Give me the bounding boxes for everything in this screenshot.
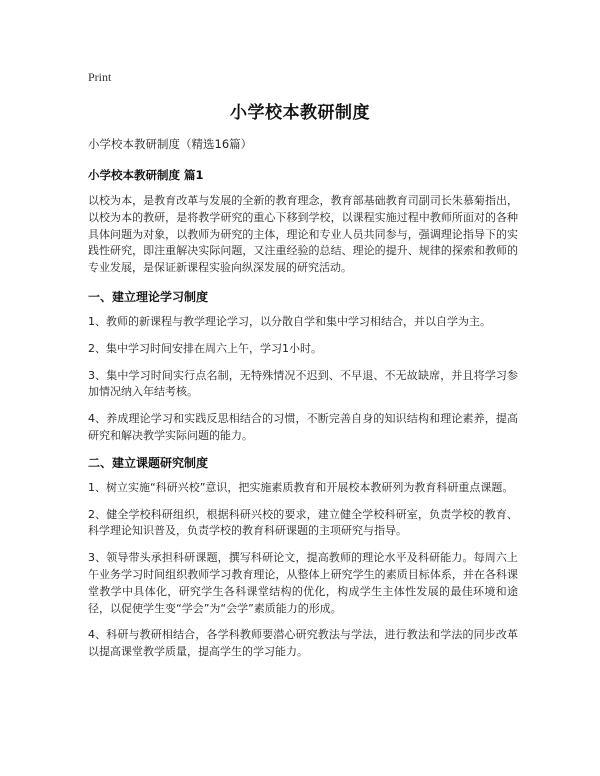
paragraph: 3、领导带头承担科研课题，撰写科研论文，提高教师的理论水平及科研能力。每周六上午业务学习时间组织教师学习教育理论，从整体上研究学生的素质目标体系，并在各科课堂教学中具体化，研究学生各科课堂结构的优化，构成学生主体性发展的最佳环境和途径，以促使学生变“学会”为“会学”素质能力的形成。 bbox=[88, 551, 518, 615]
paragraph: 1、教师的新课程与教学理论学习，以分散自学和集中学习相结合，并以自学为主。 bbox=[88, 314, 491, 328]
paragraph: 3、集中学习时间实行点名制，无特殊情况不迟到、不早退、不无故缺席，并且将学习参加情况纳入年结考核。 bbox=[88, 368, 518, 399]
section-heading-theory-study: 一、建立理论学习制度 bbox=[88, 289, 209, 304]
document-title: 小学校本教研制度 bbox=[230, 103, 370, 123]
paragraph: 2、集中学习时间安排在周六上午，学习1小时。 bbox=[88, 341, 322, 355]
paragraph: 4、养成理论学习和实践反思相结合的习惯，不断完善自身的知识结构和理论素养，提高研究和解决教学实际问题的能力。 bbox=[88, 412, 518, 442]
paragraph: 1、树立实施“科研兴校”意识，把实施素质教育和开展校本教研列为教育科研重点课题。 bbox=[88, 480, 514, 494]
section-heading-research: 二、建立课题研究制度 bbox=[88, 455, 209, 470]
print-link[interactable]: Print bbox=[88, 70, 112, 84]
document-subtitle: 小学校本教研制度（精选16篇） bbox=[88, 137, 253, 151]
paragraph: 4、科研与教研相结合，各学科教师要潜心研究教法与学法，进行教法和学法的同步改革以提高课堂教学质量，提高学生的学习能力。 bbox=[88, 628, 518, 659]
article-heading: 小学校本教研制度 篇1 bbox=[88, 168, 204, 182]
intro-paragraph: 以校为本，是教育改革与发展的全新的教育理念，教育部基础教育司副司长朱慕菊指出，以校为本的教研，是将教学研究的重心下移到学校，以课程实施过程中教师所面对的各种具体问题为对象，以教师为研究的主体，理论和专业人员共同参与，强调理论指导下的实践性研究，即注重解决实际问题，又注重经验的总结、理论的提升、规律的探索和教师的专业发展，是保证新课程实验向纵深发展的研究活动。 bbox=[88, 194, 518, 275]
paragraph: 2、健全学校科研组织，根据科研兴校的要求，建立健全学校科研室，负责学校的教育、科学理论知识普及，负责学校的教育科研课题的主项研究与指导。 bbox=[88, 507, 518, 538]
document-body bbox=[88, 136, 518, 671]
